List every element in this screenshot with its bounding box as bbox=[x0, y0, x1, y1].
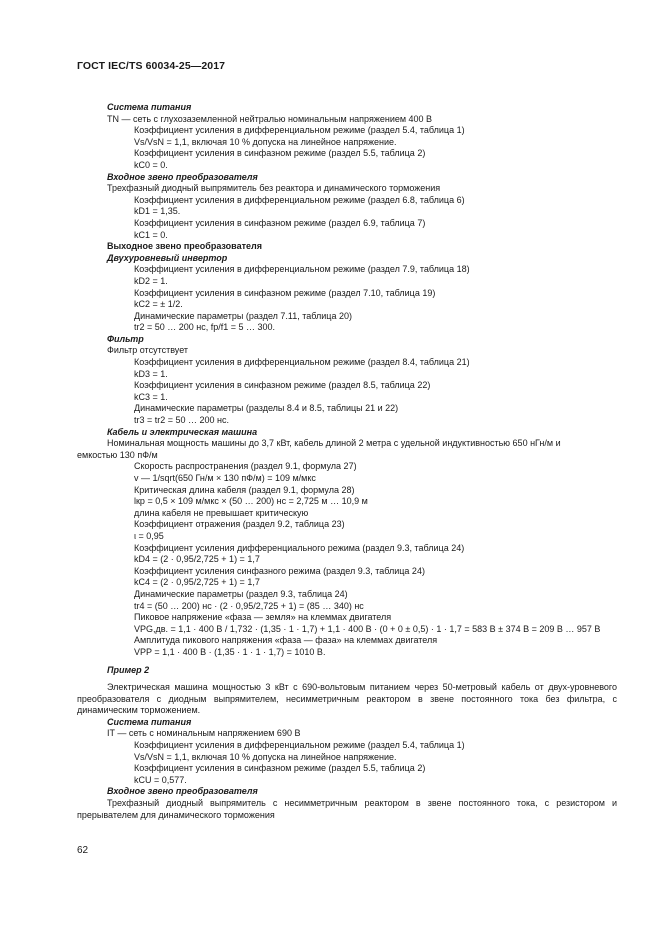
document-header: ГОСТ IEC/TS 60034-25—2017 bbox=[77, 60, 226, 72]
page-number: 62 bbox=[77, 845, 89, 856]
text-line: Коэффициент усиления в дифференциальном режиме (раздел 6.8, таблица 6) bbox=[134, 194, 465, 205]
section-heading: Пример 2 bbox=[107, 664, 150, 675]
text-line: Коэффициент усиления в синфазном режиме (раздел 7.10, таблица 19) bbox=[134, 287, 436, 298]
text-line: IT — сеть с номинальным напряжением 690 В bbox=[107, 728, 301, 739]
text-line: Vs/VsN = 1,1, включая 10 % допуска на линейное напряжение. bbox=[134, 751, 397, 762]
text-line: kC0 = 0. bbox=[134, 159, 168, 170]
text-line: VPG,дв. = 1,1 · 400 В / 1,732 · (1,35 · 1 · 1,7) + 1,1 · 400 В · (0 + 0 ± 0,5) · 1 · 1,7 = 583 В ± 374 В = 209 В … 957 В bbox=[134, 623, 601, 634]
text-line: емкостью 130 пФ/м bbox=[77, 449, 158, 460]
text-line: Критическая длина кабеля (раздел 9.1, формула 28) bbox=[134, 484, 355, 495]
section-heading: Система питания bbox=[107, 102, 192, 112]
text-line: tr2 = 50 … 200 нс, fp/f1 = 5 … 300. bbox=[134, 322, 276, 333]
text-line: kC2 = ± 1/2. bbox=[134, 299, 183, 310]
text-line: Динамические параметры (раздел 7.11, таблица 20) bbox=[134, 310, 352, 321]
text-line: Номинальная мощность машины до 3,7 кВт, кабель длиной 2 метра с удельной индуктивностью 650 нГн/м и bbox=[107, 438, 561, 449]
text-line: Пиковое напряжение «фаза — земля» на клеммах двигателя bbox=[134, 612, 392, 623]
text-line: Коэффициент усиления в синфазном режиме (раздел 8.5, таблица 22) bbox=[134, 380, 431, 391]
text-line: Vs/VsN = 1,1, включая 10 % допуска на линейное напряжение. bbox=[134, 136, 397, 147]
text-line: kC3 = 1. bbox=[134, 391, 168, 402]
text-line: Амплитуда пикового напряжения «фаза — фаза» на клеммах двигателя bbox=[134, 635, 438, 646]
text-line: Коэффициент усиления дифференциального режима (раздел 9.3, таблица 24) bbox=[134, 542, 465, 553]
section-heading: Кабель и электрическая машина bbox=[107, 426, 258, 437]
text-line: tr3 = tr2 = 50 … 200 нс. bbox=[134, 415, 230, 426]
text-line: kD4 = (2 · 0,95/2,725 + 1) = 1,7 bbox=[134, 554, 260, 565]
text-line: Коэффициент усиления в дифференциальном режиме (раздел 7.9, таблица 18) bbox=[134, 264, 470, 275]
section-heading: Входное звено преобразователя bbox=[107, 786, 258, 797]
text-line: v — 1/sqrt(650 Гн/м × 130 пФ/м) = 109 м/мкс bbox=[134, 473, 316, 483]
text-line: VPP = 1,1 · 400 В · (1,35 · 1 · 1 · 1,7) = 1010 В. bbox=[134, 646, 326, 657]
text-line: kC4 = (2 · 0,95/2,725 + 1) = 1,7 bbox=[134, 577, 260, 588]
section-heading: Выходное звено преобразователя bbox=[107, 241, 262, 252]
text-line: ι = 0,95 bbox=[134, 530, 164, 541]
text-line: kD3 = 1. bbox=[134, 368, 168, 379]
text-line: TN — сеть с глухозаземленной нейтралью номинальным напряжением 400 В bbox=[107, 113, 433, 124]
text-line: Коэффициент отражения (раздел 9.2, таблица 23) bbox=[134, 519, 345, 530]
text-line: Фильтр отсутствует bbox=[107, 345, 189, 356]
section-heading: Входное звено преобразователя bbox=[107, 171, 258, 182]
text-line: lкр = 0,5 × 109 м/мкс × (50 … 200) нс = 2,725 м … 10,9 м bbox=[134, 496, 368, 507]
text-line: Коэффициент усиления в синфазном режиме (раздел 6.9, таблица 7) bbox=[134, 217, 426, 228]
text-line: Коэффициент усиления в дифференциальном режиме (раздел 8.4, таблица 21) bbox=[134, 357, 470, 368]
text-line: Динамические параметры (разделы 8.4 и 8.5, таблицы 21 и 22) bbox=[134, 403, 399, 414]
text-line: kCU = 0,577. bbox=[134, 774, 187, 785]
paragraph: Трехфазный диодный выпрямитель с несимметричным реактором в звене постоянного тока, с резистором и прерывателем для динамического торможения bbox=[77, 798, 617, 820]
text-line: Динамические параметры (раздел 9.3, таблица 24) bbox=[134, 588, 348, 599]
text-line: kC1 = 0. bbox=[134, 229, 168, 240]
text-line: Коэффициент усиления в дифференциальном режиме (раздел 5.4, таблица 1) bbox=[134, 740, 465, 751]
document-body bbox=[77, 102, 617, 821]
section-heading: Двухуровневый инвертор bbox=[107, 252, 228, 263]
text-line: Коэффициент усиления в синфазном режиме (раздел 5.5, таблица 2) bbox=[134, 763, 426, 774]
text-line: tr4 = (50 … 200) нс · (2 · 0,95/2,725 + 1) = (85 … 340) нс bbox=[134, 600, 364, 611]
paragraph: Электрическая машина мощностью 3 кВт с 690-вольтовым питанием через 50-метровый кабель от двух-уровневого преобразователя с диодным выпрямителем, несимметричным реактором в звене постоянного тока без фильтра, с динамическим торможением. bbox=[77, 682, 617, 716]
text-line: Коэффициент усиления синфазного режима (раздел 9.3, таблица 24) bbox=[134, 565, 425, 576]
text-line: Скорость распространения (раздел 9.1, формула 27) bbox=[134, 461, 357, 472]
text-line: kD2 = 1. bbox=[134, 275, 168, 286]
section-heading: Система питания bbox=[107, 716, 192, 727]
section-heading: Фильтр bbox=[107, 333, 144, 344]
text-line: Коэффициент усиления в дифференциальном режиме (раздел 5.4, таблица 1) bbox=[134, 125, 465, 136]
text-line: Коэффициент усиления в синфазном режиме (раздел 5.5, таблица 2) bbox=[134, 148, 426, 159]
text-line: длина кабеля не превышает критическую bbox=[134, 507, 309, 518]
text-line: Трехфазный диодный выпрямитель без реактора и динамического торможения bbox=[107, 183, 441, 194]
text-line: kD1 = 1,35. bbox=[134, 206, 181, 217]
